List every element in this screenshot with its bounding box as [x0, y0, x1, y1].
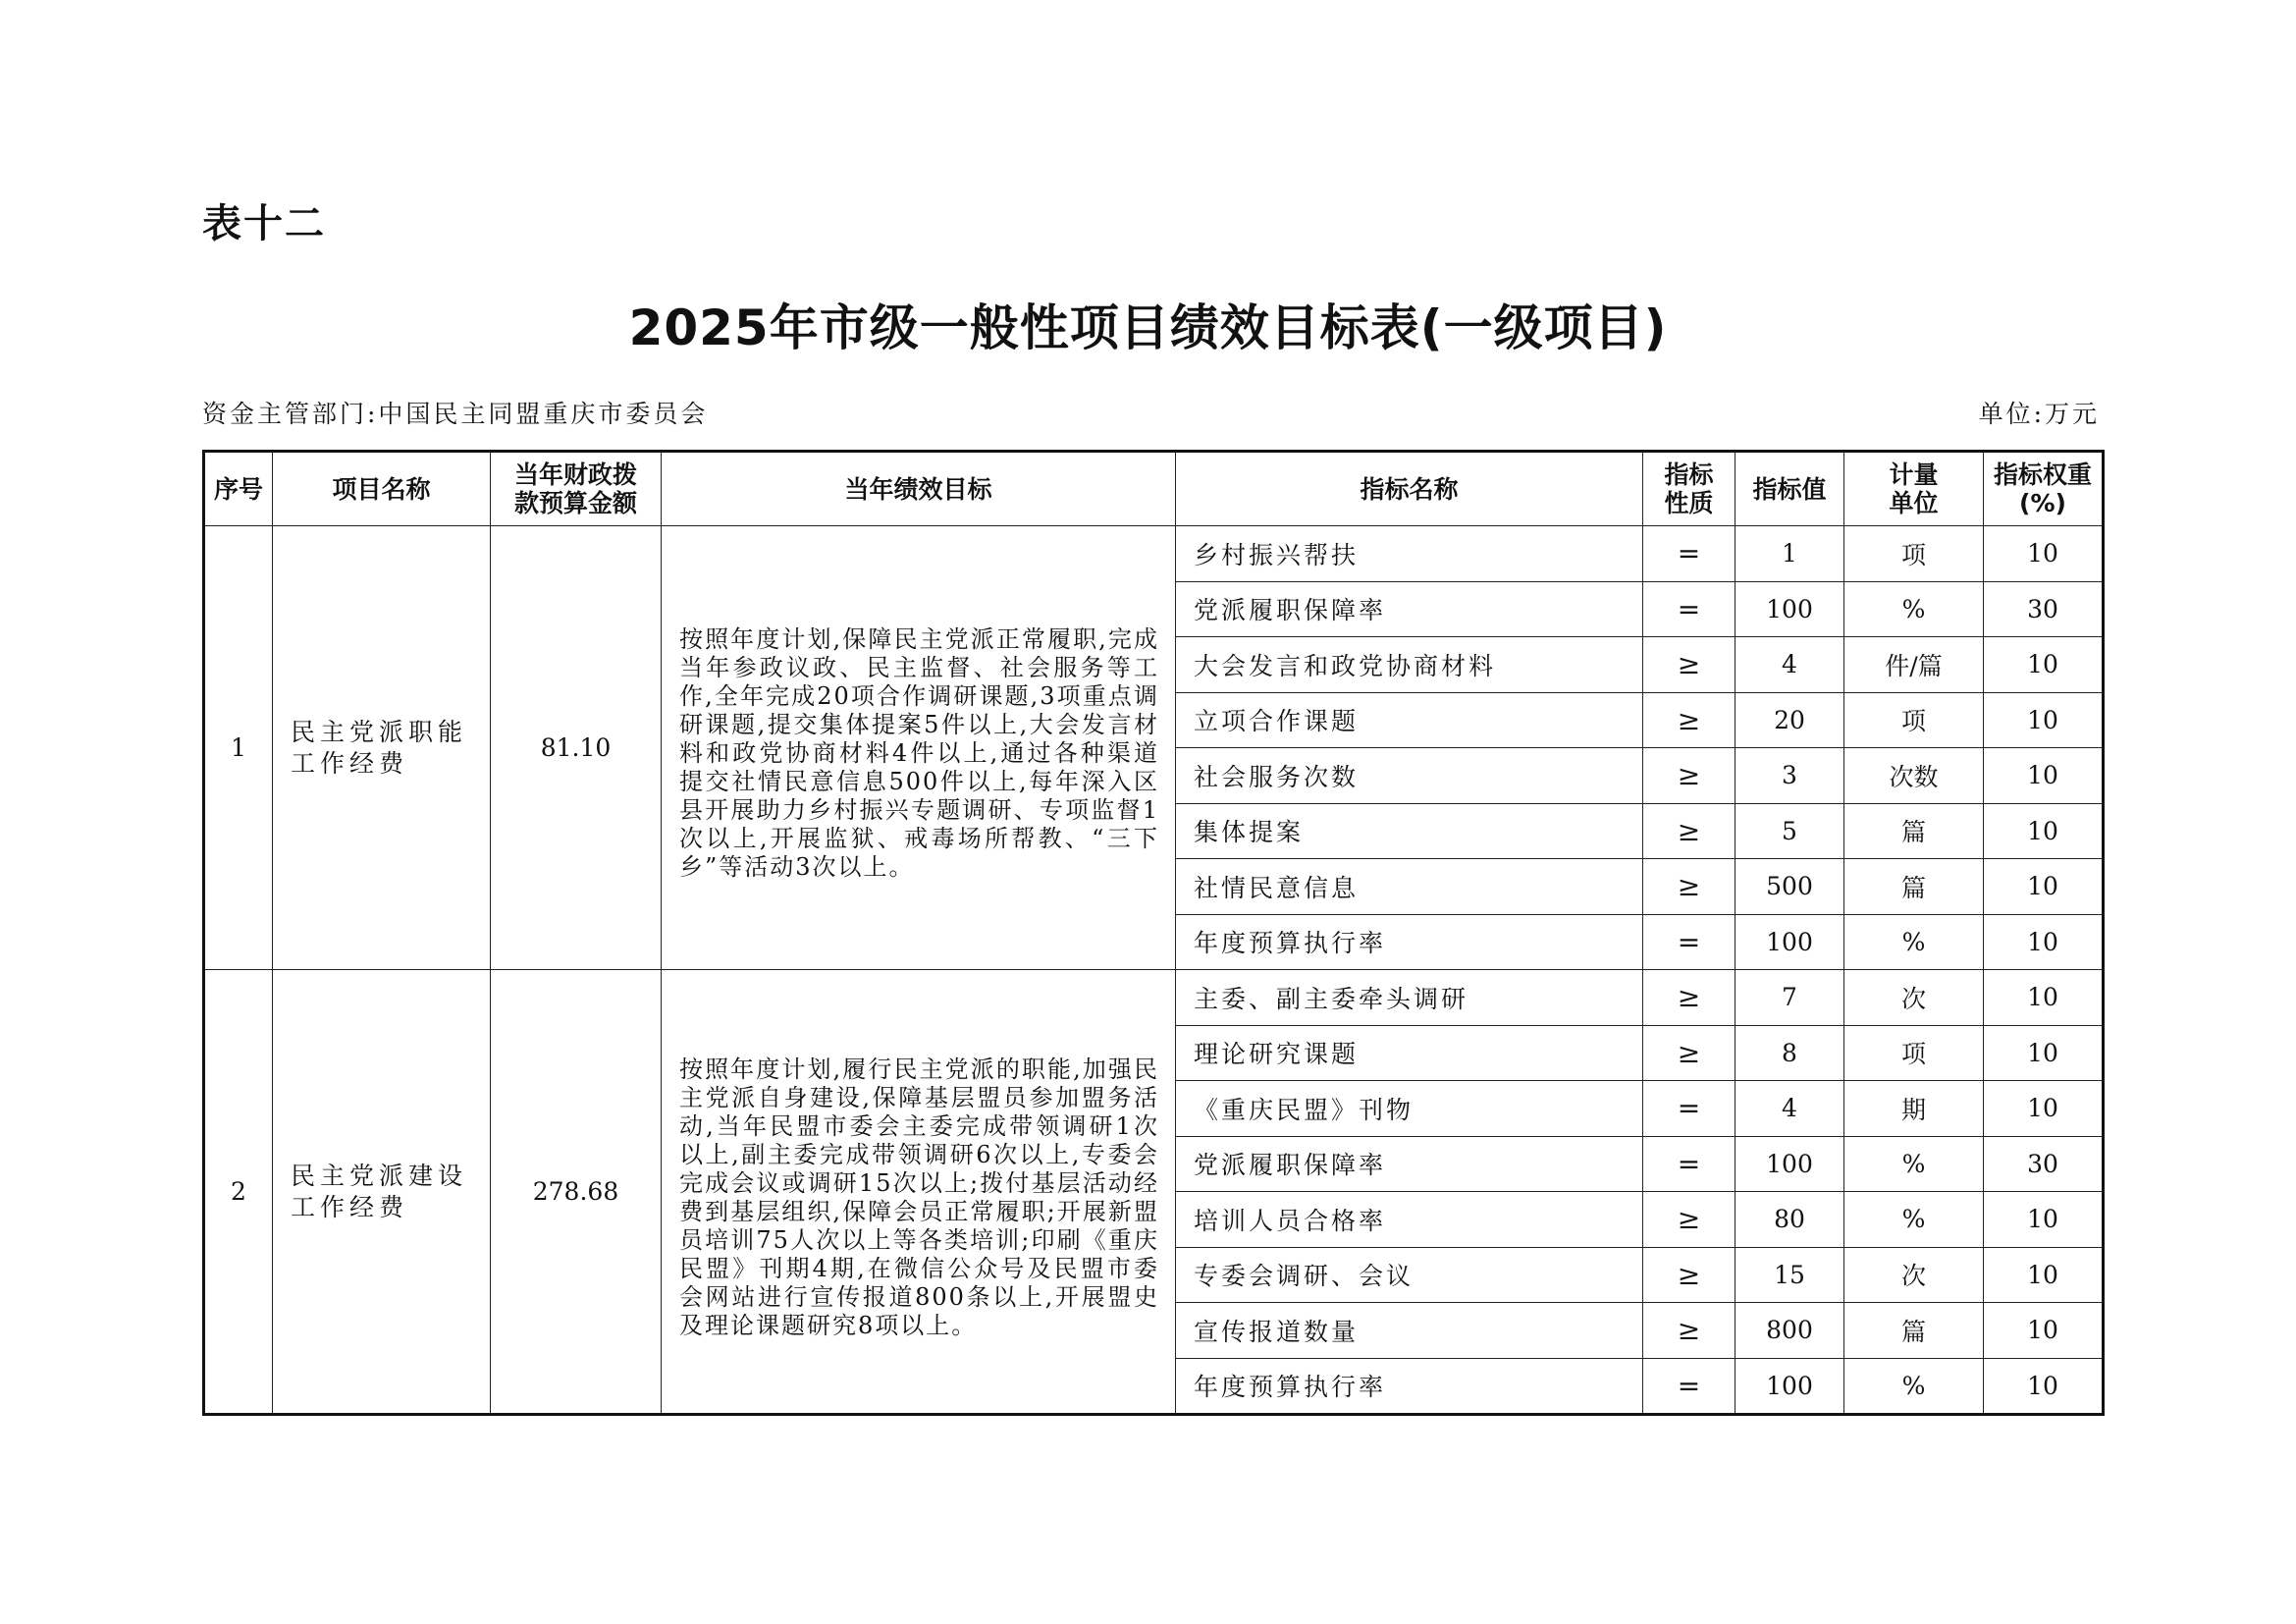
- header-unit-line2: 单位: [1889, 489, 1939, 517]
- indicator-unit: 期: [1844, 1081, 1984, 1137]
- indicator-name: 党派履职保障率: [1176, 1136, 1643, 1192]
- indicator-unit: 项: [1844, 1025, 1984, 1081]
- project-name: 民主党派职能工作经费: [273, 526, 491, 970]
- header-nature-line2: 性质: [1664, 489, 1714, 517]
- header-project-name: 项目名称: [273, 452, 491, 526]
- indicator-value: 500: [1735, 859, 1844, 915]
- indicator-weight: 10: [1984, 637, 2104, 693]
- indicator-name: 大会发言和政党协商材料: [1176, 637, 1643, 693]
- indicator-weight: 10: [1984, 748, 2104, 804]
- indicator-value: 8: [1735, 1025, 1844, 1081]
- project-goal: [662, 970, 1176, 1415]
- indicator-weight: 10: [1984, 803, 2104, 859]
- indicator-weight: 10: [1984, 914, 2104, 970]
- indicator-nature: ≥: [1643, 1247, 1735, 1303]
- indicator-nature: ≥: [1643, 803, 1735, 859]
- indicator-name: 主委、副主委牵头调研: [1176, 970, 1643, 1026]
- indicator-value: 4: [1735, 1081, 1844, 1137]
- project-goal-text: 按照年度计划,履行民主党派的职能,加强民主党派自身建设,保障基层盟员参加盟务活动,当年民盟市委会主委完成带领调研1次以上,副主委完成带领调研6次以上,专委会完成会议或调研15次以上;拨付基层活动经费到基层组织,保障会员正常履职;开展新盟员培训75人次以上等各类培训;印刷《重庆民盟》刊期4期,在微信公众号及民盟市委会网站进行宣传报道800条以上,开展盟史及理论课题研究8项以上。: [679, 1055, 1159, 1339]
- indicator-weight: 10: [1984, 1081, 2104, 1137]
- indicator-unit: 篇: [1844, 803, 1984, 859]
- performance-table: [202, 450, 2105, 1416]
- indicator-nature: =: [1643, 1081, 1735, 1137]
- indicator-name: 社情民意信息: [1176, 859, 1643, 915]
- indicator-nature: ≥: [1643, 1025, 1735, 1081]
- indicator-unit: %: [1844, 1136, 1984, 1192]
- indicator-unit: 次: [1844, 1247, 1984, 1303]
- indicator-nature: ≥: [1643, 970, 1735, 1026]
- indicator-unit: 项: [1844, 526, 1984, 582]
- indicator-nature: =: [1643, 914, 1735, 970]
- indicator-unit: 件/篇: [1844, 637, 1984, 693]
- indicator-name: 年度预算执行率: [1176, 1358, 1643, 1415]
- department-label: 资金主管部门:中国民主同盟重庆市委员会: [202, 400, 709, 428]
- header-value: 指标值: [1735, 452, 1844, 526]
- indicator-nature: ≥: [1643, 1192, 1735, 1248]
- indicator-value: 5: [1735, 803, 1844, 859]
- indicator-value: 20: [1735, 692, 1844, 748]
- project-seq: 1: [204, 526, 273, 970]
- indicator-unit: %: [1844, 1192, 1984, 1248]
- header-weight-line1: 指标权重: [1993, 460, 2092, 489]
- table-row: [204, 970, 2104, 1026]
- indicator-value: 100: [1735, 1136, 1844, 1192]
- indicator-name: 理论研究课题: [1176, 1025, 1643, 1081]
- indicator-weight: 30: [1984, 581, 2104, 637]
- indicator-weight: 30: [1984, 1136, 2104, 1192]
- indicator-nature: ≥: [1643, 748, 1735, 804]
- indicator-nature: =: [1643, 1136, 1735, 1192]
- indicator-nature: =: [1643, 581, 1735, 637]
- indicator-unit: %: [1844, 581, 1984, 637]
- indicator-value: 3: [1735, 748, 1844, 804]
- header-unit: [1844, 452, 1984, 526]
- indicator-nature: =: [1643, 526, 1735, 582]
- indicator-unit: 次数: [1844, 748, 1984, 804]
- indicator-unit: 次: [1844, 970, 1984, 1026]
- header-budget-line1: 当年财政拨: [513, 460, 637, 489]
- indicator-unit: 篇: [1844, 859, 1984, 915]
- indicator-value: 100: [1735, 1358, 1844, 1415]
- indicator-unit: 项: [1844, 692, 1984, 748]
- indicator-nature: =: [1643, 1358, 1735, 1415]
- header-unit-line1: 计量: [1889, 460, 1939, 489]
- indicator-name: 党派履职保障率: [1176, 581, 1643, 637]
- indicator-value: 800: [1735, 1303, 1844, 1359]
- indicator-weight: 10: [1984, 1025, 2104, 1081]
- indicator-name: 宣传报道数量: [1176, 1303, 1643, 1359]
- indicator-value: 80: [1735, 1192, 1844, 1248]
- indicator-name: 乡村振兴帮扶: [1176, 526, 1643, 582]
- table-row: [204, 526, 2104, 582]
- indicator-unit: %: [1844, 1358, 1984, 1415]
- indicator-weight: 10: [1984, 1247, 2104, 1303]
- indicator-unit: 篇: [1844, 1303, 1984, 1359]
- indicator-name: 年度预算执行率: [1176, 914, 1643, 970]
- indicator-value: 1: [1735, 526, 1844, 582]
- indicator-weight: 10: [1984, 859, 2104, 915]
- indicator-weight: 10: [1984, 526, 2104, 582]
- project-budget: 81.10: [491, 526, 662, 970]
- indicator-weight: 10: [1984, 970, 2104, 1026]
- project-goal-text: 按照年度计划,保障民主党派正常履职,完成当年参政议政、民主监督、社会服务等工作,全年完成20项合作调研课题,3项重点调研课题,提交集体提案5件以上,大会发言材料和政党协商材料4件以上,通过各种渠道提交社情民意信息500件以上,每年深入区县开展助力乡村振兴专题调研、专项监督1次以上,开展监狱、戒毒场所帮教、“三下乡”等活动3次以上。: [679, 625, 1159, 881]
- header-nature-line1: 指标: [1664, 460, 1714, 489]
- header-weight-line2: (%): [2019, 489, 2066, 517]
- indicator-value: 100: [1735, 581, 1844, 637]
- header-weight: [1984, 452, 2104, 526]
- header-budget: [491, 452, 662, 526]
- indicator-value: 7: [1735, 970, 1844, 1026]
- header-indicator-name: 指标名称: [1176, 452, 1643, 526]
- page-title: 2025年市级一般性项目绩效目标表(一级项目): [628, 299, 1668, 356]
- indicator-nature: ≥: [1643, 637, 1735, 693]
- indicator-unit: %: [1844, 914, 1984, 970]
- header-nature: [1643, 452, 1735, 526]
- header-budget-line2: 款预算金额: [513, 489, 637, 517]
- header-row: [204, 452, 2104, 526]
- indicator-nature: ≥: [1643, 859, 1735, 915]
- indicator-nature: ≥: [1643, 692, 1735, 748]
- indicator-name: 《重庆民盟》刊物: [1176, 1081, 1643, 1137]
- indicator-weight: 10: [1984, 1192, 2104, 1248]
- project-name: 民主党派建设工作经费: [273, 970, 491, 1415]
- table-label: 表十二: [202, 201, 326, 246]
- project-goal: [662, 526, 1176, 970]
- indicator-name: 集体提案: [1176, 803, 1643, 859]
- project-seq: 2: [204, 970, 273, 1415]
- indicator-name: 培训人员合格率: [1176, 1192, 1643, 1248]
- indicator-name: 立项合作课题: [1176, 692, 1643, 748]
- indicator-value: 4: [1735, 637, 1844, 693]
- indicator-weight: 10: [1984, 1358, 2104, 1415]
- unit-label: 单位:万元: [1978, 400, 2100, 428]
- header-seq: 序号: [204, 452, 273, 526]
- project-budget: 278.68: [491, 970, 662, 1415]
- indicator-name: 专委会调研、会议: [1176, 1247, 1643, 1303]
- indicator-value: 15: [1735, 1247, 1844, 1303]
- indicator-name: 社会服务次数: [1176, 748, 1643, 804]
- indicator-weight: 10: [1984, 692, 2104, 748]
- indicator-weight: 10: [1984, 1303, 2104, 1359]
- header-goal: 当年绩效目标: [662, 452, 1176, 526]
- indicator-value: 100: [1735, 914, 1844, 970]
- indicator-nature: ≥: [1643, 1303, 1735, 1359]
